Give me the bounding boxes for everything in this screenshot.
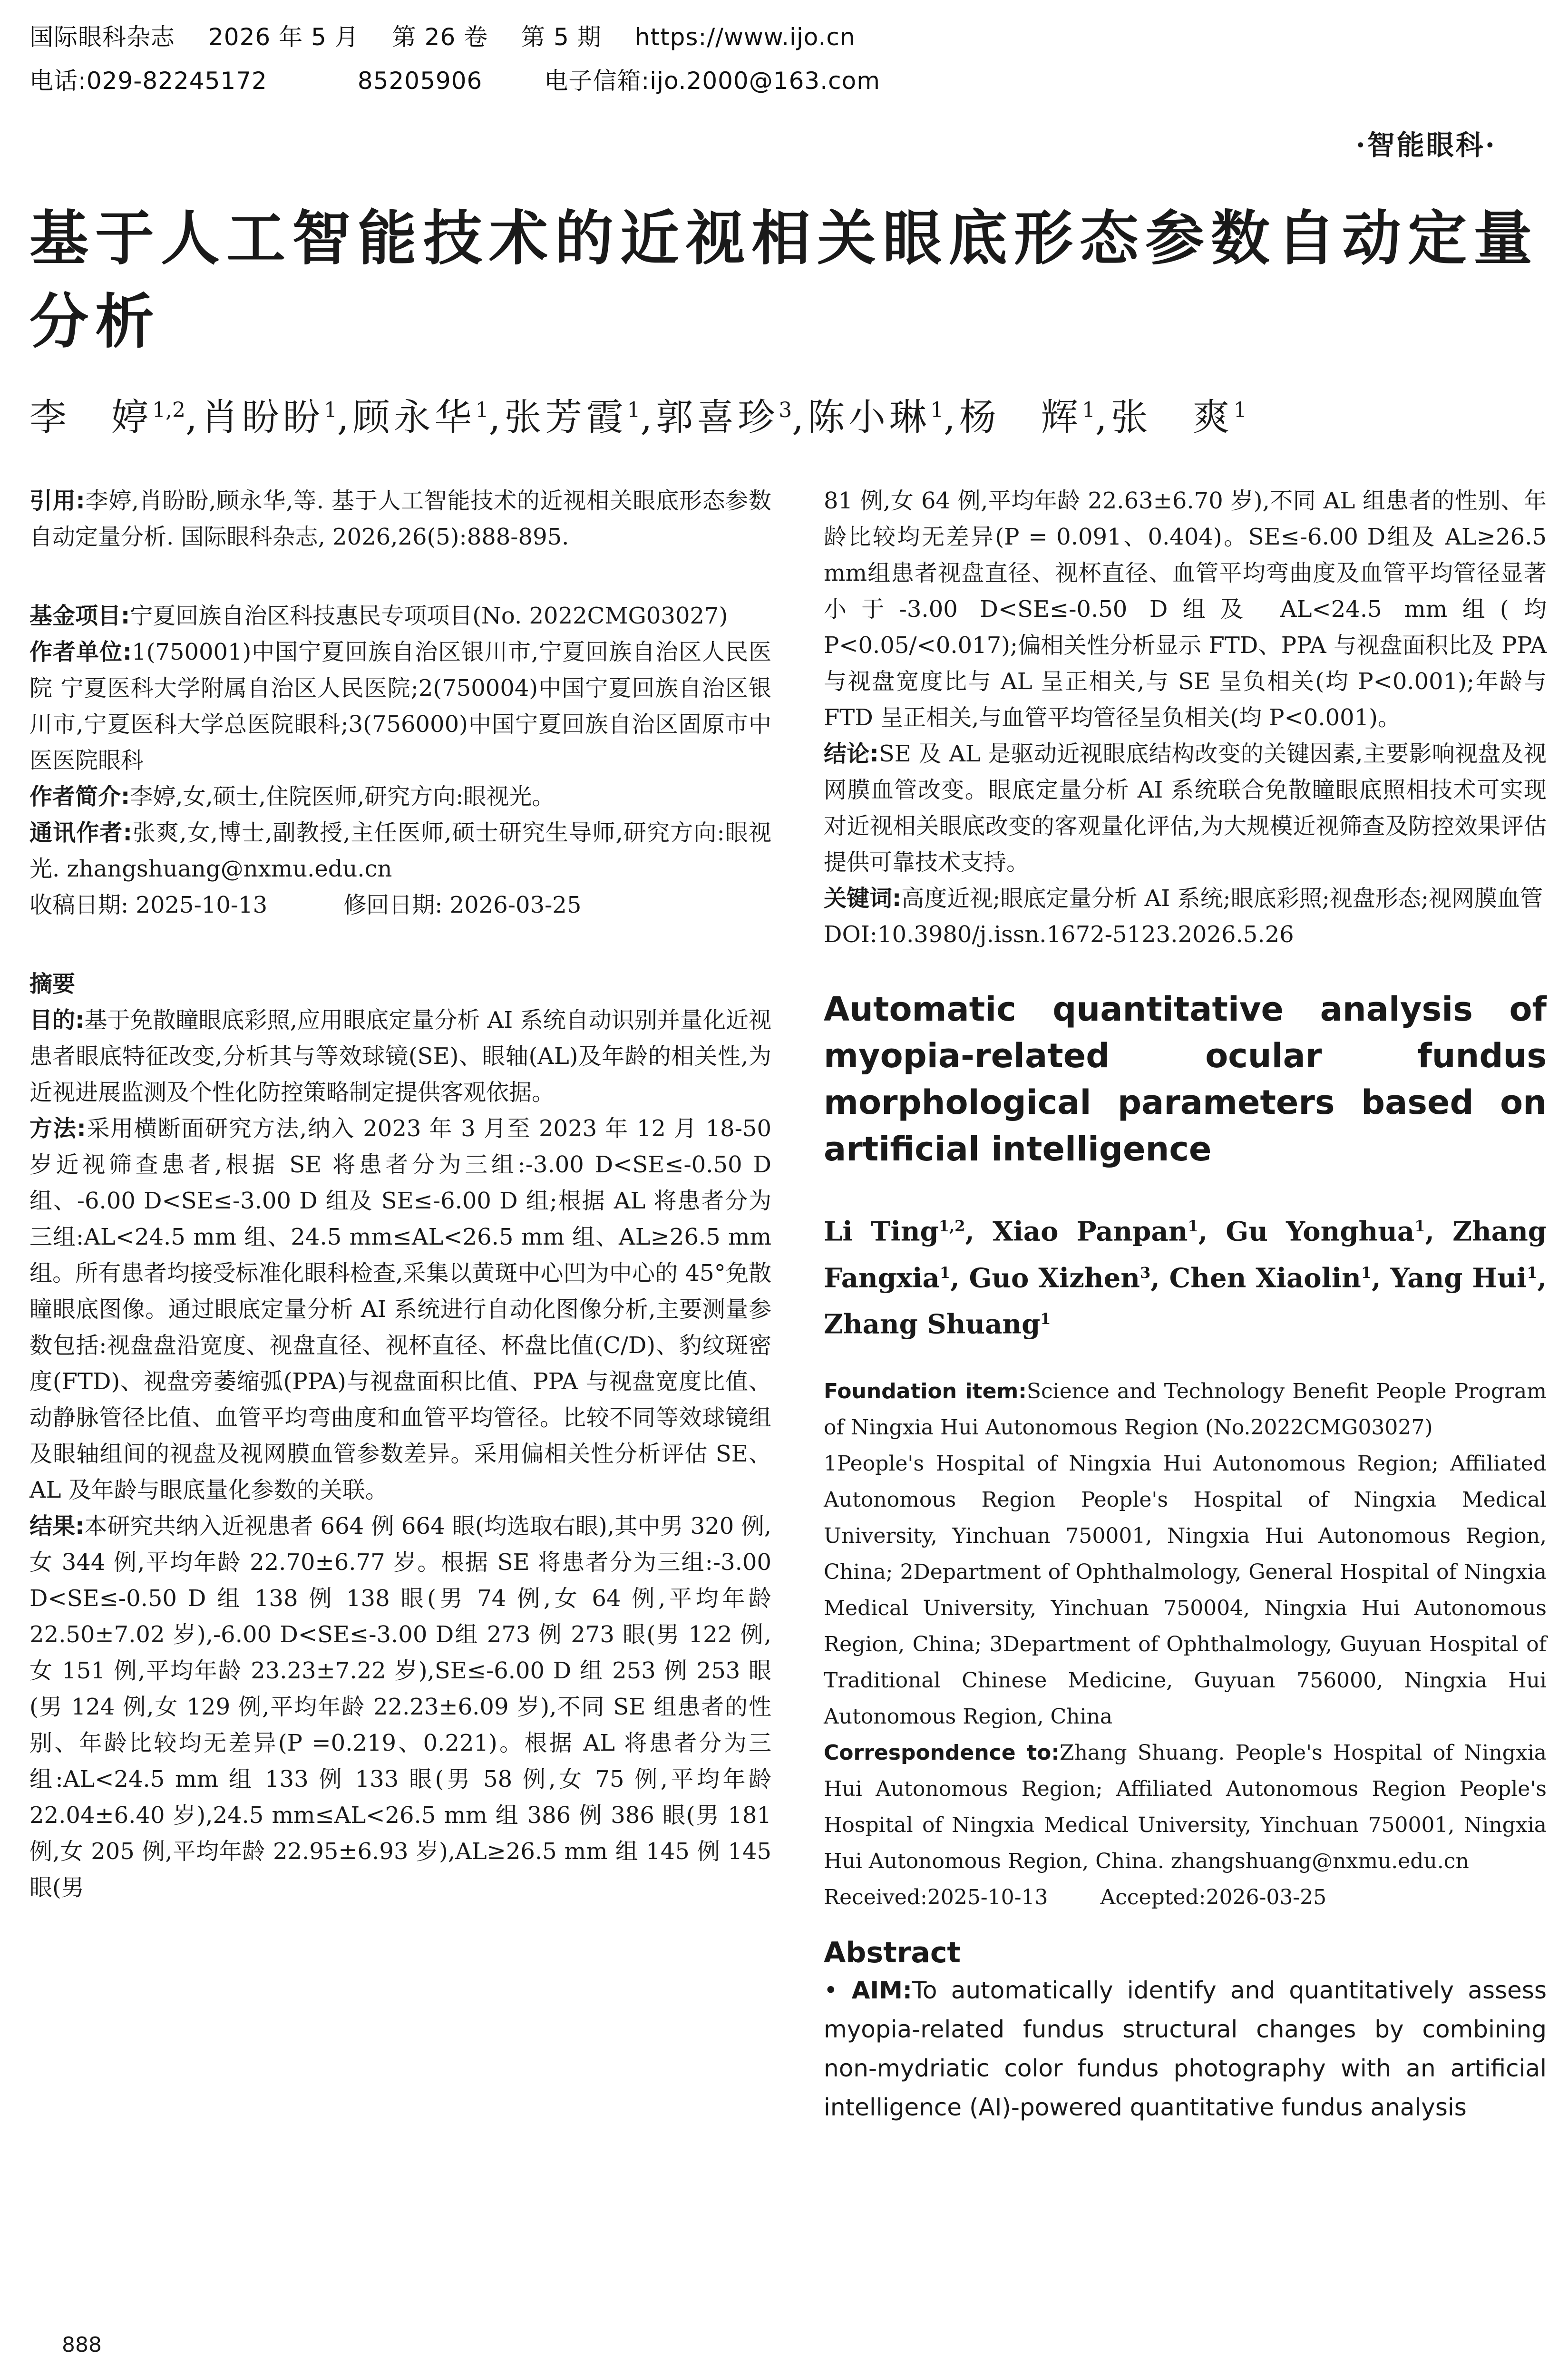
journal-url[interactable]: https://www.ijo.cn: [634, 23, 856, 51]
citation: 引用:李婷,肖盼盼,顾永华,等. 基于人工智能技术的近视相关眼底形态参数自动定量分析. 国际眼科杂志, 2026,26(5):888-895.: [29, 487, 771, 550]
author-name: 李 婷: [29, 396, 153, 439]
english-author-affiliation-mark: 1: [939, 1263, 951, 1282]
english-author-name: Gu Yonghua: [1226, 1216, 1415, 1247]
right-column: [824, 483, 1547, 2127]
english-author-affiliation-mark: 1: [1361, 1263, 1372, 1282]
english-author-affiliation-mark: 1,2: [938, 1217, 965, 1235]
abstract-aim: 目的:基于免散瞳眼底彩照,应用眼底定量分析 AI 系统自动识别并量化近视患者眼底特征改变,分析其与等效球镜(SE)、眼轴(AL)及年龄的相关性,为近视进展监测及个性化防控策略制定提供客观依据。: [29, 1007, 771, 1106]
author-name: 杨 辉: [959, 396, 1082, 439]
author-affiliation-mark: 1: [1081, 398, 1095, 422]
doi[interactable]: DOI:10.3980/j.issn.1672-5123.2026.5.26: [824, 921, 1294, 948]
author-name: 肖盼盼: [201, 396, 324, 439]
english-author-affiliation-mark: 1: [1414, 1217, 1425, 1235]
fund: 基金项目:宁夏回族自治区科技惠民专项项目(No. 2022CMG03027): [29, 603, 728, 629]
abstract-conclusion: 结论:SE 及 AL 是驱动近视眼底结构改变的关键因素,主要影响视盘及视网膜血管改变。眼底定量分析 AI 系统联合免散瞳眼底照相技术可实现对近视相关眼底改变的客观量化评估,为大规模近视筛查及防控效果评估提供可靠技术支持。: [824, 740, 1547, 876]
author-name: 张 爽: [1110, 396, 1234, 439]
keywords: 关键词:高度近视;眼底定量分析 AI 系统;眼底彩照;视盘形态;视网膜血管: [824, 885, 1543, 912]
foundation-item: Foundation item:Science and Technology Benefit People Program of Ningxia Hui Autonomous Region (No.2022CMG03027): [824, 1379, 1547, 1440]
article-title: 基于人工智能技术的近视相关眼底形态参数自动定量分析: [29, 205, 1539, 356]
dates: 收稿日期: 2025-10-13 修回日期: 2026-03-25: [29, 892, 582, 918]
affiliation: 作者单位:1(750001)中国宁夏回族自治区银川市,宁夏回族自治区人民医院 宁夏医科大学附属自治区人民医院;2(750004)中国宁夏回族自治区银川市,宁夏医科大学总医院眼科;3(756000)中国宁夏回族自治区固原市中医医院眼科: [29, 639, 771, 774]
volume: 第 26 卷: [392, 23, 488, 51]
page-number: 888: [62, 2333, 102, 2357]
author-name: 张芳霞: [504, 396, 627, 439]
abstract-results: 结果:本研究共纳入近视患者 664 例 664 眼(均选取右眼),其中男 320 例,女 344 例,平均年龄 22.70±6.77 岁。根据 SE 将患者分为三组:-3.00 D<SE≤-0.50 D 组 138 例 138 眼(男 74 例,女 64 例,平均年龄 22.50±7.02 岁),-6.00 D<SE≤-3.00 D组 273 例 273 眼(男 122 例,女 151 例,平均年龄 23.23±7.22 岁),SE≤-6.00 D 组 253 例 253 眼(男 124 例,女 129 例,平均年龄 22.23±6.09 岁),不同 SE 组患者的性别、年龄比较均无差异(P =0.219、0.221)。根据 AL 将患者分为三组:AL<24.5 mm 组 133 例 133 眼(男 58 例,女 75 例,平均年龄 22.04±6.40 岁),24.5 mm≤AL<26.5 mm 组 386 例 386 眼(男 181 例,女 205 例,平均年龄 22.95±6.93 岁),AL≥26.5 mm 组 145 例 145 眼(男: [29, 1513, 771, 1901]
abstract-heading: 摘要: [29, 971, 76, 997]
left-column: [29, 483, 771, 1906]
phone: 电话:029-82245172: [29, 67, 267, 95]
author-affiliation-mark: 1: [475, 398, 489, 422]
author-affiliation-mark: 3: [779, 398, 792, 422]
english-author-affiliation-mark: 3: [1139, 1263, 1151, 1282]
english-author-name: Xiao Panpan: [993, 1216, 1188, 1247]
section-tag: ·智能眼科·: [1355, 129, 1497, 161]
english-abstract-heading: Abstract: [824, 1936, 961, 1969]
english-author-name: Zhang Fangxia: [824, 1216, 1547, 1294]
author-affiliation-mark: 1: [323, 398, 337, 422]
author-affiliation-mark: 1,2: [152, 398, 185, 422]
english-author-name: Li Ting: [824, 1216, 939, 1247]
author-list: 李 婷$^{1,2}$,肖盼盼$^1$,顾永华$^1$,张芳霞$^1$,郭喜珍$^3$,陈小琳$^1$,杨 辉$^1$,张 爽$^1$: [29, 396, 1247, 439]
english-author-name: Zhang Shuang: [824, 1308, 1041, 1340]
corresponding-author: 通讯作者:张爽,女,博士,副教授,主任医师,硕士研究生导师,研究方向:眼视光. zhangshuang@nxmu.edu.cn: [29, 819, 771, 882]
english-author-list: Li Ting$^{1,2}$, Xiao Panpan$^1$, Gu Yonghua$^1$, Zhang Fangxia$^1$, Guo Xizhen$^3$, Chen Xiaolin$^1$, Yang Hui$^1$, Zhang Shuang$^1$: [824, 1216, 1547, 1340]
email[interactable]: 电子信箱:ijo.2000@163.com: [544, 67, 880, 95]
english-affiliations: 1People's Hospital of Ningxia Hui Autonomous Region; Affiliated Autonomous Region People's Hospital of Ningxia Medical University, Yinchuan 750001, Ningxia Hui Autonomous Region, China; 2Department of Ophthalmology, General Hospital of Ningxia Medical University, Yinchuan 750004, Ningxia Hui Autonomous Region, China; 3Department of Ophthalmology, Guyuan Hospital of Traditional Chinese Medicine, Guyuan 756000, Ningxia Hui Autonomous Region, China: [824, 1451, 1547, 1729]
journal-header-line2: [29, 62, 914, 96]
author-name: 顾永华: [352, 396, 476, 439]
author-name: 郭喜珍: [656, 396, 779, 439]
issue: 第 5 期: [521, 23, 602, 51]
abstract-methods: 方法:采用横断面研究方法,纳入 2023 年 3 月至 2023 年 12 月 18-50 岁近视筛查患者,根据 SE 将患者分为三组:-3.00 D<SE≤-0.50 D 组、-6.00 D<SE≤-3.00 D 组及 SE≤-6.00 D 组;根据 AL 将患者分为三组:AL<24.5 mm 组、24.5 mm≤AL<26.5 mm 组、AL≥26.5 mm 组。所有患者均接受标准化眼科检查,采集以黄斑中心凹为中心的 45°免散瞳眼底图像。通过眼底定量分析 AI 系统进行自动化图像分析,主要测量参数包括:视盘盘沿宽度、视盘直径、视杯直径、杯盘比值(C/D)、豹纹斑密度(FTD)、视盘旁萎缩弧(PPA)与视盘面积比值、PPA 与视盘宽度比值、动静脉管径比值、血管平均弯曲度和血管平均管径。比较不同等效球镜组及眼轴组间的视盘及视网膜血管参数差异。采用偏相关性分析评估 SE、AL 及年龄与眼底量化参数的关联。: [29, 1115, 771, 1503]
english-author-affiliation-mark: 1: [1040, 1310, 1051, 1328]
english-author-name: Chen Xiaolin: [1169, 1262, 1361, 1294]
phone2: 85205906: [357, 67, 483, 95]
english-abstract-aim: • AIM:To automatically identify and quantitatively assess myopia-related fundus structural changes by combining non-mydriatic color fundus photography with an artificial intelligence (AI)-powered quantitative fundus analysis: [824, 1976, 1547, 2121]
english-author-name: Yang Hui: [1390, 1262, 1527, 1294]
english-author-name: Guo Xizhen: [969, 1262, 1140, 1294]
author-affiliation-mark: 1: [1233, 398, 1247, 422]
author-affiliation-mark: 1: [930, 398, 944, 422]
issue-date: 2026 年 5 月: [208, 23, 359, 51]
author-affiliation-mark: 1: [627, 398, 641, 422]
english-author-affiliation-mark: 1: [1527, 1263, 1538, 1282]
journal-name: 国际眼科杂志: [29, 23, 175, 51]
english-author-affiliation-mark: 1: [1188, 1217, 1198, 1235]
english-correspondence: Correspondence to:Zhang Shuang. People's Hospital of Ningxia Hui Autonomous Region; Affiliated Autonomous Region People's Hospital of Ningxia Medical University, Yinchuan 750001, Ningxia Hui Autonomous Region, China. zhangshuang@nxmu.edu.cn: [824, 1740, 1547, 1873]
english-dates: Received:2025-10-13 Accepted:2026-03-25: [824, 1885, 1327, 1909]
author-name: 陈小琳: [808, 396, 931, 439]
abstract-results-continued: 81 例,女 64 例,平均年龄 22.63±6.70 岁),不同 AL 组患者的性别、年龄比较均无差异(P = 0.091、0.404)。SE≤-6.00 D组及 AL≥26.5 mm组患者视盘直径、视杯直径、血管平均弯曲度及血管平均管径显著小于-3.00 D<SE≤-0.50 D组及 AL<24.5 mm组(均 P<0.05/<0.017);偏相关性分析显示 FTD、PPA 与视盘面积比及 PPA 与视盘宽度比与 AL 呈正相关,与 SE 呈负相关(均 P<0.001);年龄与 FTD 呈正相关,与血管平均管径呈负相关(均 P<0.001)。: [824, 487, 1547, 731]
english-title: Automatic quantitative analysis of myopia-related ocular fundus morphological parameters based on artificial intelligence: [824, 990, 1547, 1169]
journal-header-line1: [29, 18, 889, 52]
author-bio: 作者简介:李婷,女,硕士,住院医师,研究方向:眼视光。: [29, 783, 555, 810]
